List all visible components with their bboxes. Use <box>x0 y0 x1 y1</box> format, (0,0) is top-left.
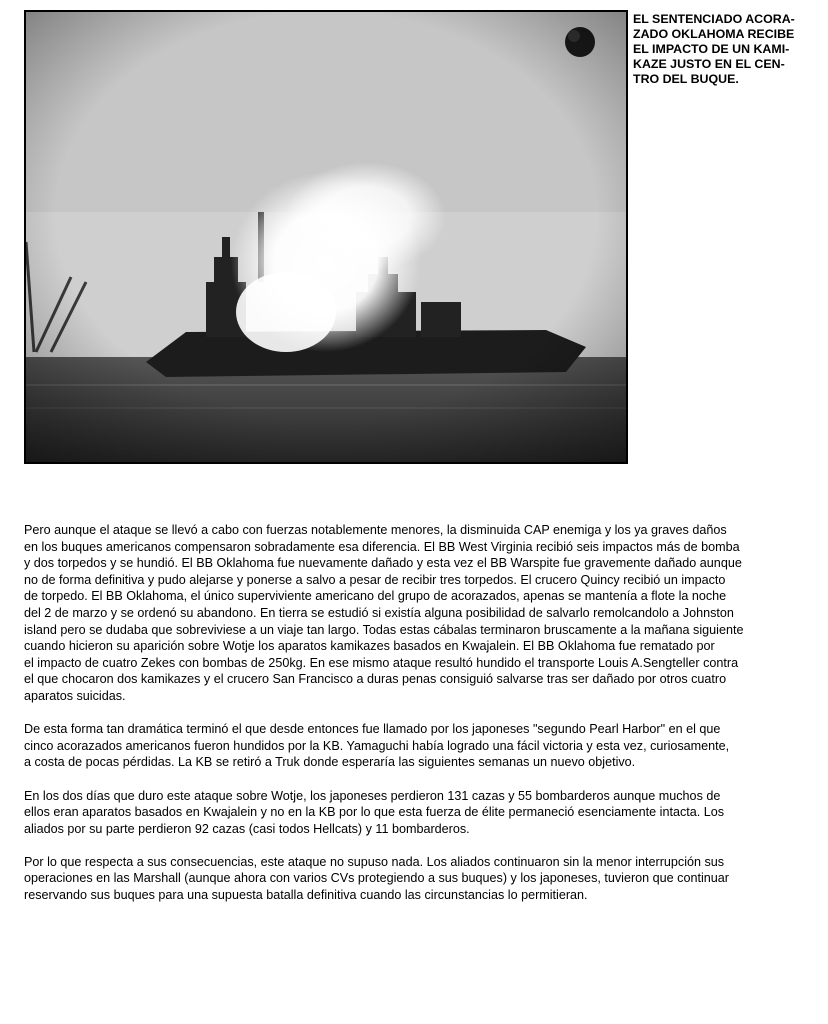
text-line: aparatos suicidas. <box>24 688 126 703</box>
article-paragraph <box>24 788 824 838</box>
caption-line: TRO DEL BUQUE. <box>633 72 739 86</box>
article-body <box>24 522 824 920</box>
text-line: ellos eran aparatos basados en Kwajalein y no en la KB por lo que esta fuerza de élite permaneció esenciamente intacta. Los <box>24 805 725 820</box>
caption-line: EL IMPACTO DE UN KAMI- <box>633 42 790 56</box>
text-line: y dos torpedos y se hundió. El BB Oklahoma fue nuevamente dañado y esta vez el BB Warspite fue gravemente dañado aunque <box>24 556 742 571</box>
text-line: operaciones en las Marshall (aunque ahora con varios CVs protegiendo a sus buques) y los japoneses, tuvieron que continuar <box>24 871 729 886</box>
text-line: a costa de pocas pérdidas. La KB se retiró a Truk donde esperaría las siguientes semanas un nuevo objetivo. <box>24 755 636 770</box>
text-line: En los dos días que duro este ataque sobre Wotje, los japoneses perdieron 131 cazas y 55 bombarderos aunque muchos de <box>24 788 721 803</box>
text-line: Pero aunque el ataque se llevó a cabo con fuerzas notablemente menores, la disminuida CAP enemiga y los ya graves daños <box>24 523 727 537</box>
text-line: cuando hicieron su aparición sobre Wotje los aparatos kamikazes basados en Kwajalein. El BB Oklahoma fue rematado por <box>24 639 715 654</box>
caption-line: EL SENTENCIADO ACORA- <box>633 12 795 26</box>
text-line: aliados por su parte perdieron 92 cazas (casi todos Hellcats) y 11 bombarderos. <box>24 821 470 836</box>
text-line: reservando sus buques para una supuesta batalla definitiva cuando las circunstancias lo permitieran. <box>24 888 588 903</box>
article-paragraph <box>24 721 824 771</box>
text-line: el que chocaron dos kamikazes y el crucero San Francisco a duras penas consiguió salvarse tras ser dañado por otros cuatro <box>24 672 727 687</box>
photo-caption <box>633 12 823 87</box>
text-line: en los buques americanos compensaron sobradamente esa diferencia. El BB West Virginia recibió seis impactos más de bomba <box>24 539 740 554</box>
battleship-photo <box>24 10 628 464</box>
text-line: De esta forma tan dramática terminó el que desde entonces fue llamado por los japoneses "segundo Pearl Harbor" en el que <box>24 722 721 737</box>
text-line: el impacto de cuatro Zekes con bombas de 250kg. En ese mismo ataque resultó hundido el transporte Louis A.Sengteller contra <box>24 655 739 670</box>
caption-line: KAZE JUSTO EN EL CEN- <box>633 57 785 71</box>
battleship-explosion-illustration <box>26 12 626 462</box>
text-line: Por lo que respecta a sus consecuencias, este ataque no supuso nada. Los aliados continuaron sin la menor interrupción sus <box>24 854 725 869</box>
article-paragraph <box>24 522 824 705</box>
text-line: island pero se dudaba que sobreviviese a un viaje tan largo. Todas estas cábalas terminaron bruscamente a la mañana siguiente <box>24 622 744 637</box>
text-line: no de forma definitiva y pudo alejarse y ponerse a salvo a pesar de recibir tres torpedos. El crucero Quincy recibió un impacto <box>24 572 726 587</box>
text-line: de torpedo. El BB Oklahoma, el único superviviente americano del grupo de acorazados, apenas se mantenía a flote la noche <box>24 589 727 604</box>
article-paragraph <box>24 854 824 904</box>
text-line: cinco acorazados americanos fueron hundidos por la KB. Yamaguchi había logrado una fácil victoria y esta vez, curiosamente, <box>24 738 730 753</box>
text-line: del 2 de marzo y se ordenó su abandono. En tierra se estudió si existía alguna posibilidad de salvarlo remolcandolo a Johnston <box>24 605 734 620</box>
caption-line: ZADO OKLAHOMA RECIBE <box>633 27 795 41</box>
